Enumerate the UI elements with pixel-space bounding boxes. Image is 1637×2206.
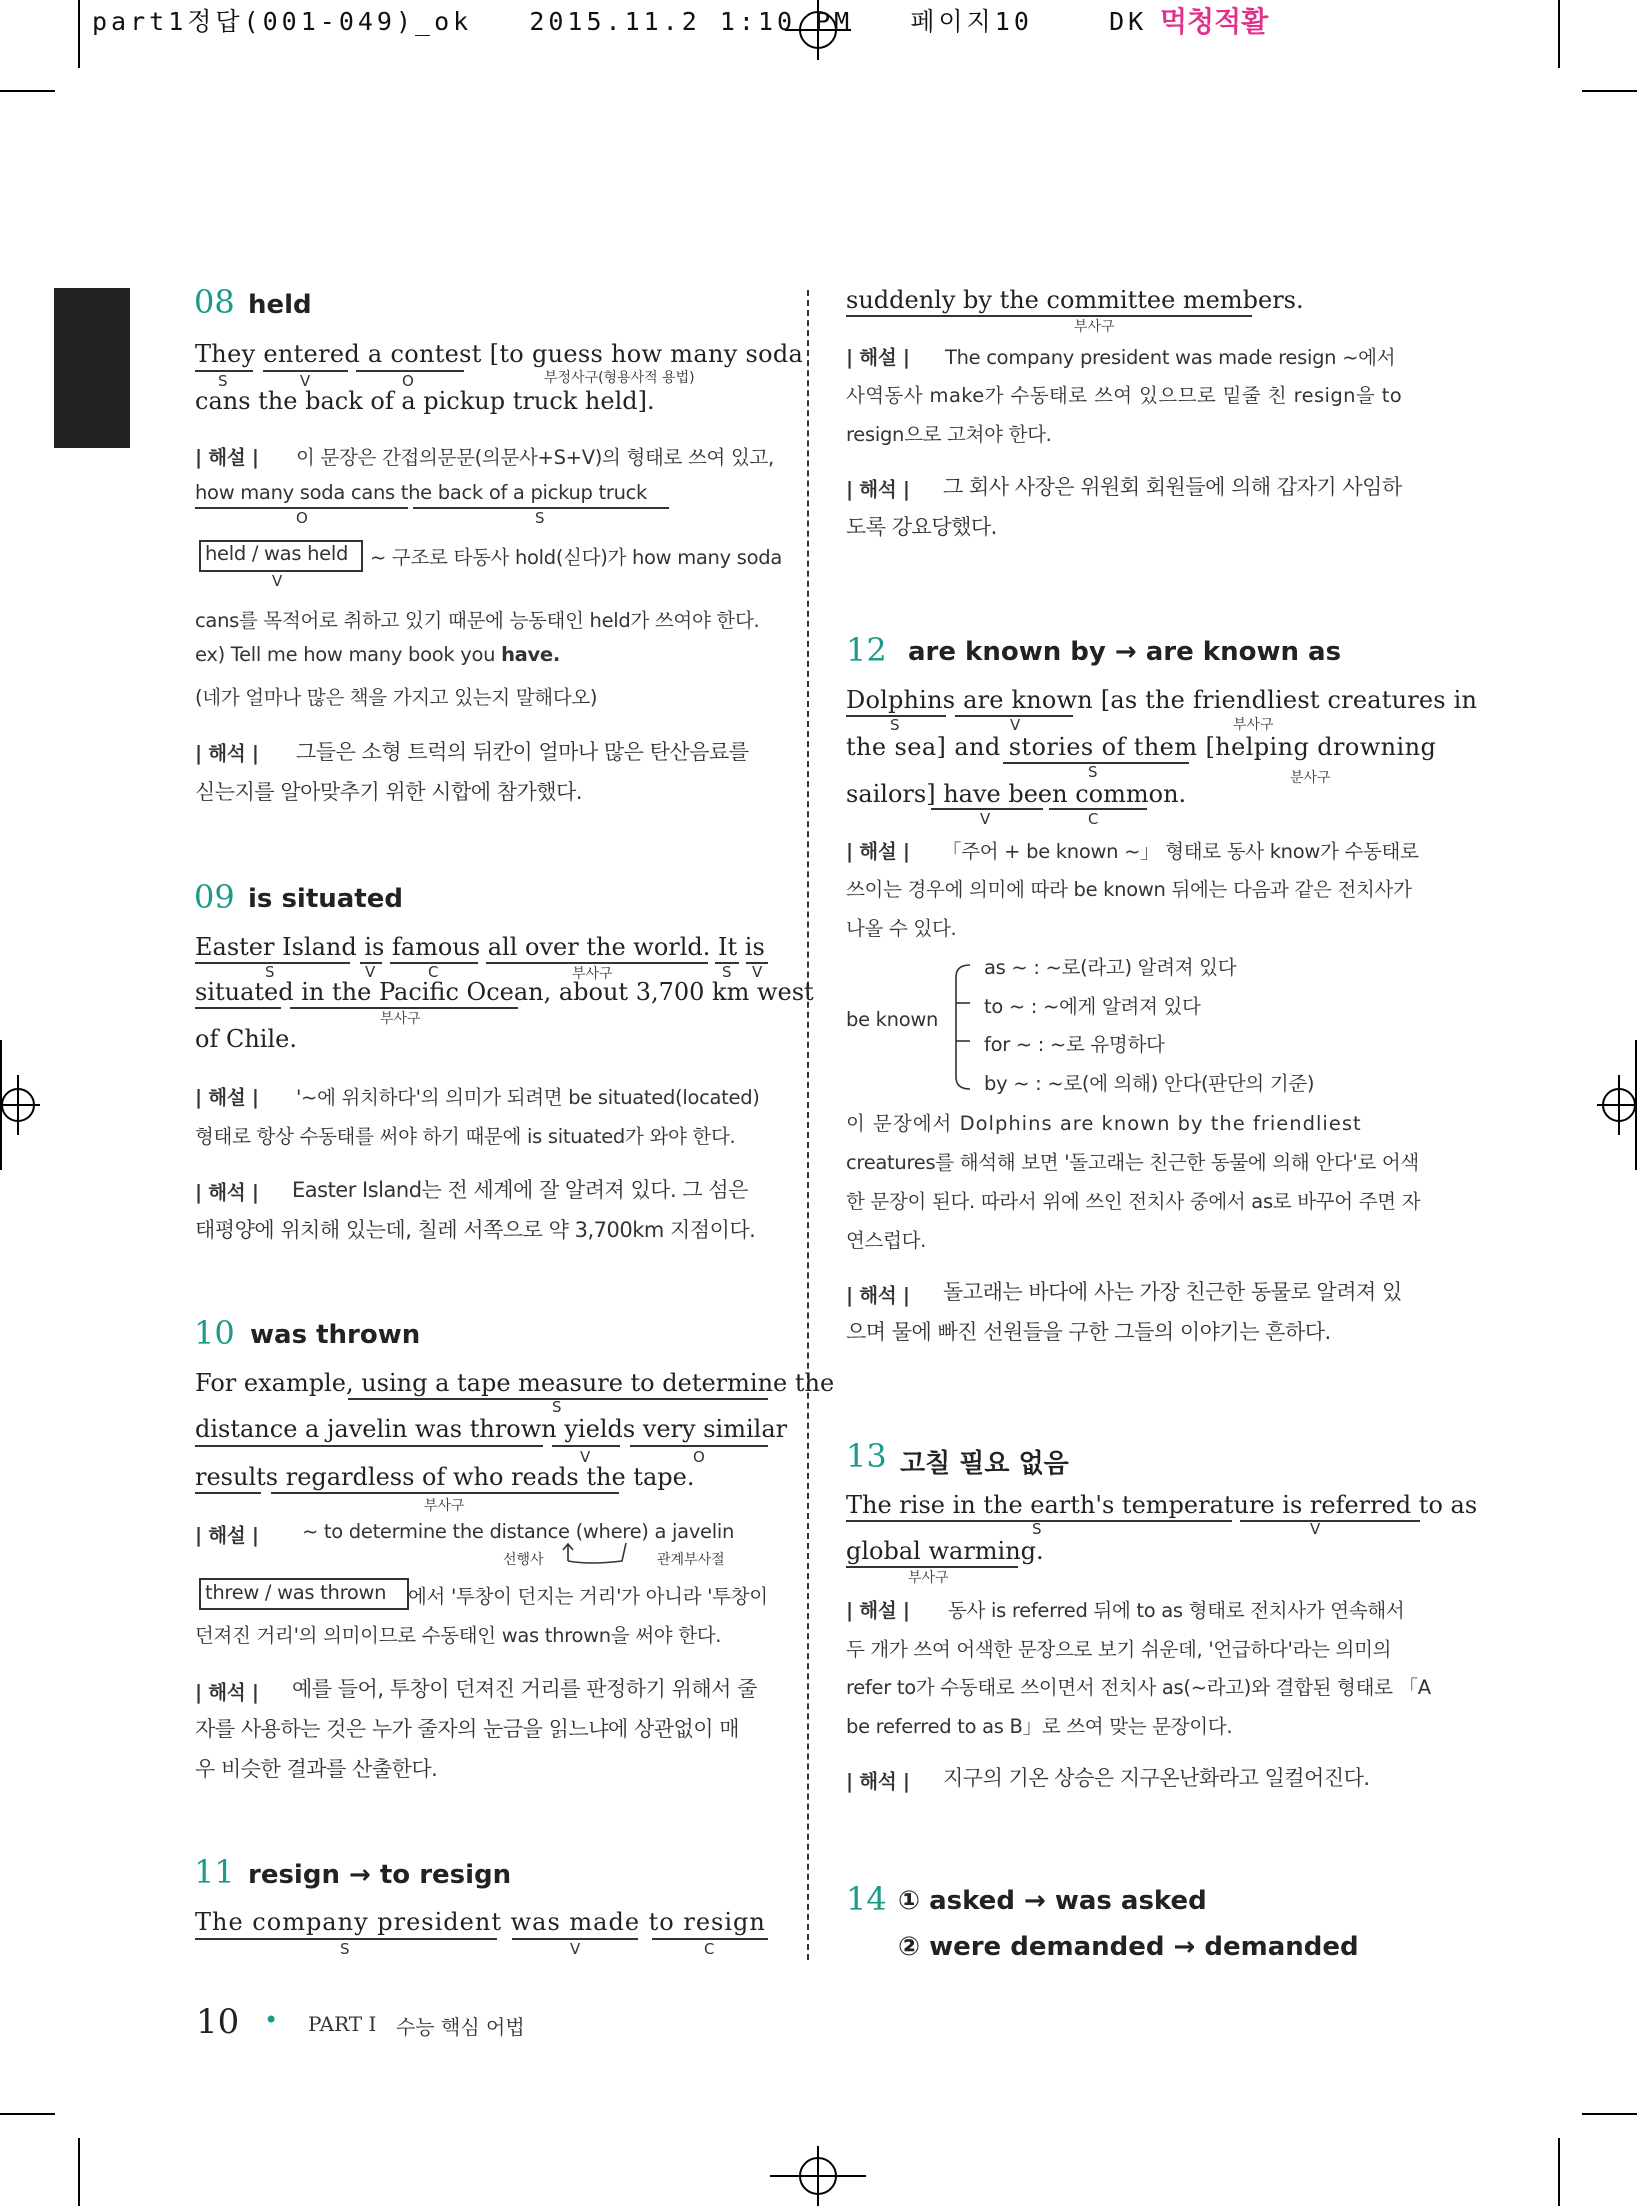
grammar-mark: S	[340, 1940, 350, 1958]
question-answer-title: was thrown	[250, 1320, 421, 1350]
grammar-mark: 부사구	[1074, 319, 1115, 335]
be-known-item: by ~ : ~로(에 의해) 안다(판단의 기준)	[984, 1072, 1315, 1095]
question-answer-title: are known by → are known as	[908, 637, 1342, 667]
crop-mark	[1582, 2113, 1637, 2115]
footer-part-label: PART I	[308, 2012, 377, 2036]
grammar-mark: S	[722, 963, 732, 981]
grammar-mark: 부사구	[424, 1498, 465, 1514]
brand-logo: 먹청적활	[1160, 5, 1269, 38]
explanation-text: resign으로 고쳐야 한다.	[846, 423, 1052, 446]
example-sentence: The rise in the earth's temperature is referred to as	[846, 1491, 1478, 1519]
translation-text: 우 비슷한 결과를 산출한다.	[195, 1757, 438, 1781]
translation-text: 자를 사용하는 것은 누가 줄자의 눈금을 읽느냐에 상관없이 매	[195, 1717, 740, 1741]
example-sentence: Dolphins are known [as the friendliest creatures in	[846, 686, 1478, 714]
explanation-text: ~ to determine the distance (where) a javelin	[302, 1520, 735, 1543]
grammar-mark: V	[752, 963, 763, 981]
explanation-text: cans를 목적어로 취하고 있기 때문에 능동태인 held가 쓰여야 한다.	[195, 609, 760, 632]
explanation-text: 던져진 거리'의 의미이므로 수동태인 was thrown을 써야 한다.	[195, 1624, 722, 1647]
example-text-bold: have.	[501, 643, 560, 666]
translation-label: | 해석 |	[846, 478, 910, 501]
example-sentence: the sea] and stories of them [helping drowning	[846, 733, 1437, 761]
be-known-item: to ~ : ~에게 알려져 있다	[984, 995, 1201, 1018]
column-divider	[807, 290, 809, 1960]
grammar-mark: V	[300, 372, 311, 390]
answer-item: ① asked → was asked	[898, 1886, 1207, 1916]
relation-arrow-icon	[560, 1541, 630, 1565]
question-number: 09	[194, 878, 235, 916]
translation-label: | 해석 |	[195, 1681, 259, 1704]
example-sentence: sailors] have been common.	[846, 780, 1187, 808]
example-text	[195, 643, 560, 666]
example-sentence: For example, using a tape measure to determine the	[195, 1369, 835, 1397]
grammar-mark: V	[1310, 1520, 1321, 1538]
grammar-mark: C	[704, 1940, 715, 1958]
answer-choice-text: held / was held	[205, 542, 349, 565]
grammar-mark: 부사구	[380, 1011, 421, 1027]
explanation-text: The company president was made resign ~에서	[945, 346, 1396, 369]
grammar-mark: V	[1010, 716, 1021, 734]
example-translation: (네가 얼마나 많은 책을 가지고 있는지 말해다오)	[195, 686, 598, 709]
registration-mark-icon	[1597, 1075, 1637, 1135]
grammar-mark: O	[296, 509, 308, 527]
example-sentence: situated in the Pacific Ocean, about 3,700 km west	[195, 978, 814, 1006]
explanation-label: | 해설 |	[195, 1086, 259, 1109]
answer-item: ② were demanded → demanded	[898, 1932, 1359, 1962]
question-number: 14	[846, 1880, 887, 1918]
question-answer-title: held	[248, 290, 312, 320]
question-number: 12	[846, 631, 887, 669]
explanation-text: how many soda cans the back of a pickup truck	[195, 481, 648, 504]
grammar-mark: S	[265, 963, 275, 981]
grammar-mark: S	[1032, 1520, 1042, 1538]
be-known-item: for ~ : ~로 유명하다	[984, 1033, 1165, 1056]
be-known-item: as ~ : ~로(라고) 알려져 있다	[984, 956, 1237, 979]
grammar-mark: V	[570, 1940, 581, 1958]
grammar-mark: 관계부사절	[657, 1552, 725, 1568]
explanation-text: 이 문장에서 Dolphins are known by the friendliest	[846, 1112, 1362, 1135]
question-number: 11	[194, 1853, 235, 1891]
grammar-mark: V	[980, 810, 991, 828]
example-sentence: The company president was made to resign	[195, 1908, 766, 1936]
grammar-mark: O	[693, 1448, 705, 1466]
crop-mark	[1582, 90, 1637, 92]
translation-text: 도록 강요당했다.	[846, 515, 997, 539]
underline	[552, 1445, 620, 1447]
footer-section-title: 수능 핵심 어법	[396, 2015, 525, 2039]
example-sentence: results regardless of who reads the tape.	[195, 1463, 695, 1491]
explanation-label: | 해설 |	[846, 1599, 910, 1622]
registration-mark-icon	[770, 2146, 866, 2206]
underline	[630, 1445, 768, 1447]
explanation-text: 연스럽다.	[846, 1229, 927, 1252]
grammar-mark: 부사구	[908, 1570, 949, 1586]
explanation-text: 나올 수 있다.	[846, 917, 957, 940]
explanation-text: '~에 위치하다'의 의미가 되려면 be situated(located)	[296, 1086, 760, 1109]
explanation-text: 쓰이는 경우에 의미에 따라 be known 뒤에는 다음과 같은 전치사가	[846, 878, 1412, 901]
crop-mark	[1558, 2138, 1560, 2206]
explanation-text: 동사 is referred 뒤에 to as 형태로 전치사가 연속해서	[948, 1599, 1405, 1622]
footer-bullet: •	[264, 2006, 279, 2034]
grammar-mark: S	[1088, 763, 1098, 781]
translation-text: 싣는지를 알아맞추기 위한 시합에 참가했다.	[195, 780, 583, 804]
translation-text: Easter Island는 전 세계에 잘 알려져 있다. 그 섬은	[292, 1178, 748, 1202]
registration-mark-icon	[0, 1075, 40, 1135]
explanation-text: 두 개가 쓰여 어색한 문장으로 보기 쉬운데, '언급하다'라는 의미의	[846, 1638, 1392, 1661]
explanation-text: creatures를 해석해 보면 '돌고래는 친근한 동물에 의해 안다'로 어색	[846, 1151, 1419, 1174]
print-file-info: part1정답(001-049)_ok 2015.11.2 1:10 PM 페이지10 DK	[92, 7, 1148, 36]
page-number: 10	[196, 2002, 240, 2042]
grammar-mark: C	[428, 963, 439, 981]
underline	[271, 1492, 619, 1494]
example-sentence: of Chile.	[195, 1025, 297, 1053]
explanation-text: refer to가 수동태로 쓰이면서 전치사 as(~라고)와 결합된 형태로 「A	[846, 1676, 1431, 1699]
underline	[195, 1007, 281, 1009]
underline	[195, 1492, 261, 1494]
crop-mark	[78, 0, 80, 68]
grammar-mark: S	[535, 509, 545, 527]
be-known-label: be known	[846, 1008, 939, 1031]
example-sentence: distance a javelin was thrown yields very similar	[195, 1415, 788, 1443]
example-sentence: suddenly by the committee members.	[846, 286, 1304, 314]
explanation-text: 에서 '투창이 던지는 거리'가 아니라 '투창이	[408, 1585, 768, 1608]
explanation-text: ~ 구조로 타동사 hold(싣다)가 how many soda	[370, 546, 782, 569]
explanation-text: 사역동사 make가 수동태로 쓰여 있으므로 밑줄 친 resign을 to	[846, 384, 1403, 407]
explanation-label: | 해설 |	[195, 1524, 259, 1547]
translation-text: 으며 물에 빠진 선원들을 구한 그들의 이야기는 흔하다.	[846, 1320, 1331, 1344]
grammar-mark: V	[580, 1448, 591, 1466]
explanation-label: | 해설 |	[846, 840, 910, 863]
question-number: 13	[846, 1437, 887, 1475]
grammar-mark: 부사구	[1233, 717, 1274, 733]
question-number: 10	[194, 1314, 235, 1352]
side-tab-marker	[54, 288, 130, 448]
crop-mark	[78, 2138, 80, 2206]
grammar-mark: 부정사구(형용사적 용법)	[544, 370, 695, 386]
grammar-mark: 선행사	[503, 1552, 544, 1568]
example-sentence: Easter Island is famous all over the world. It is	[195, 933, 765, 961]
example-sentence: They entered a contest [to guess how many soda	[195, 340, 804, 368]
grammar-mark: S	[890, 716, 900, 734]
grammar-mark: 부사구	[572, 966, 613, 982]
crop-mark	[0, 90, 55, 92]
grammar-mark: 분사구	[1290, 770, 1331, 786]
example-sentence: global warming.	[846, 1537, 1044, 1565]
translation-text: 돌고래는 바다에 사는 가장 친근한 동물로 알려져 있	[943, 1280, 1402, 1304]
translation-text: 지구의 기온 상승은 지구온난화라고 일컬어진다.	[943, 1766, 1370, 1790]
translation-text: 그들은 소형 트럭의 뒤칸이 얼마나 많은 탄산음료를	[296, 740, 749, 764]
underline	[846, 315, 1252, 317]
underline	[195, 1445, 543, 1447]
grammar-mark: C	[1088, 810, 1099, 828]
crop-mark	[1558, 0, 1560, 68]
translation-label: | 해석 |	[195, 742, 259, 765]
explanation-text: 「주어 + be known ~」 형태로 동사 know가 수동태로	[942, 840, 1419, 863]
example-text-plain: ex) Tell me how many book you	[195, 643, 502, 666]
question-answer-title: is situated	[248, 884, 403, 914]
grammar-mark: V	[272, 572, 283, 590]
grammar-mark: V	[365, 963, 376, 981]
grammar-mark: S	[552, 1398, 562, 1416]
explanation-text: 한 문장이 된다. 따라서 위에 쓰인 전치사 중에서 as로 바꾸어 주면 자	[846, 1190, 1421, 1213]
explanation-text: 형태로 항상 수동태를 써야 하기 때문에 is situated가 와야 한다.	[195, 1125, 736, 1148]
example-sentence: cans the back of a pickup truck held].	[195, 387, 655, 415]
grammar-mark: S	[218, 372, 228, 390]
grammar-mark: O	[402, 372, 414, 390]
underline	[1240, 1520, 1420, 1522]
translation-text: 태평양에 위치해 있는데, 칠레 서쪽으로 약 3,700km 지점이다.	[195, 1218, 756, 1242]
explanation-label: | 해설 |	[846, 346, 910, 369]
translation-text: 그 회사 사장은 위원회 회원들에 의해 갑자기 사임하	[943, 475, 1402, 499]
translation-label: | 해석 |	[846, 1284, 910, 1307]
bracket-icon	[950, 963, 976, 1091]
explanation-text: be referred to as B」로 쓰여 맞는 문장이다.	[846, 1715, 1233, 1738]
translation-label: | 해석 |	[195, 1181, 259, 1204]
question-number: 08	[194, 283, 235, 321]
translation-label: | 해석 |	[846, 1770, 910, 1793]
question-answer-title: resign → to resign	[248, 1860, 512, 1890]
answer-choice-text: threw / was thrown	[205, 1581, 387, 1604]
question-answer-title: 고칠 필요 없음	[900, 1449, 1069, 1479]
crop-mark	[0, 2113, 55, 2115]
explanation-label: | 해설 |	[195, 446, 259, 469]
translation-text: 예를 들어, 투창이 던져진 거리를 판정하기 위해서 줄	[292, 1677, 757, 1701]
explanation-text: 이 문장은 간접의문문(의문사+S+V)의 형태로 쓰여 있고,	[296, 446, 774, 469]
